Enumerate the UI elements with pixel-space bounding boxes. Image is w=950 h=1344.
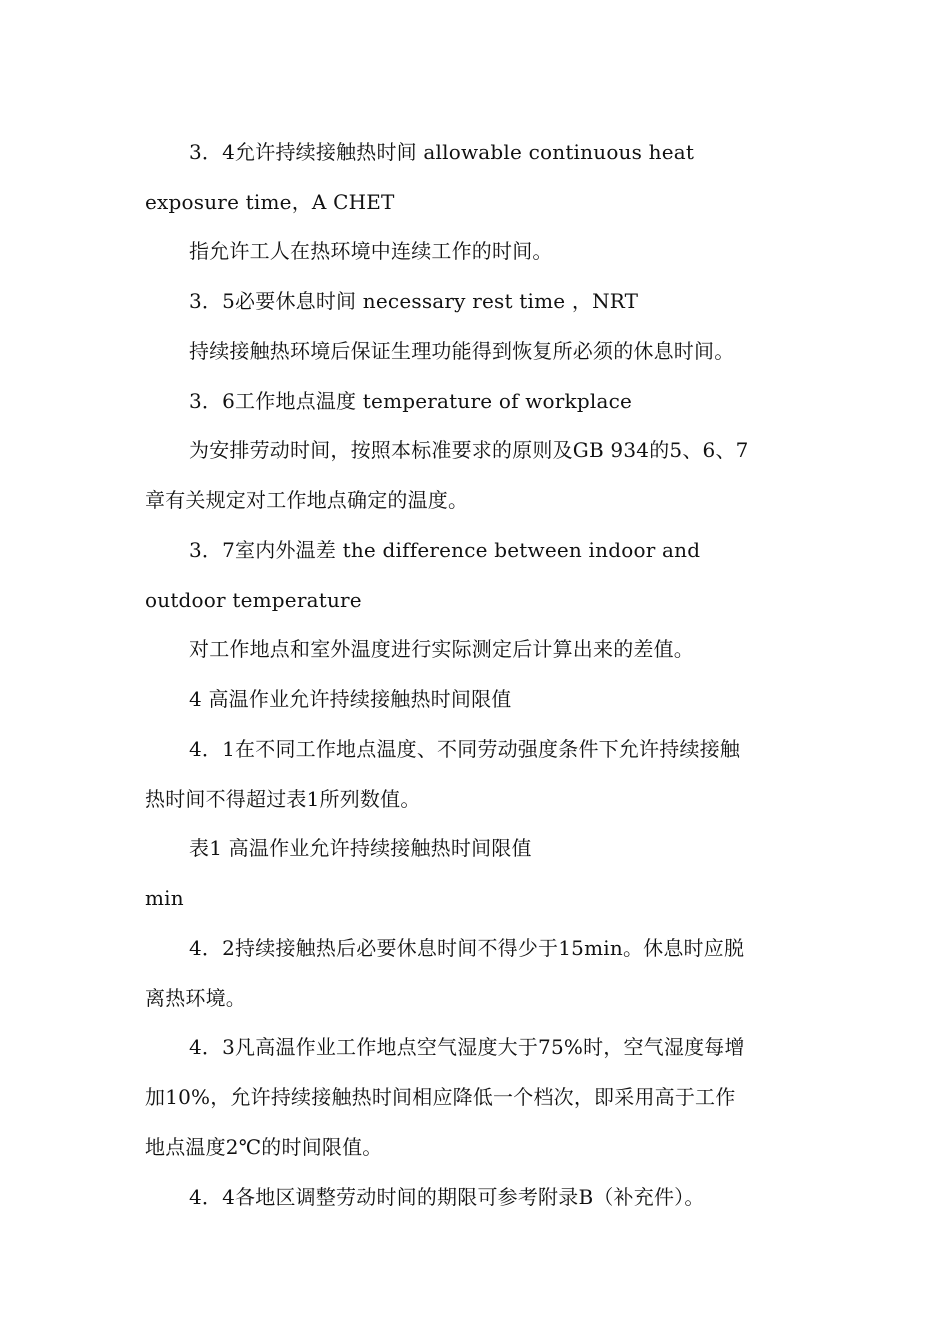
section-3-6-definition: 为安排劳动时间，按照本标准要求的原则及GB 934的5、6、7 <box>189 438 749 462</box>
section-4-3-text-cont-1: 加10%，允许持续接触热时间相应降低一个档次，即采用高于工作 <box>145 1085 736 1109</box>
section-3-6-definition-cont: 章有关规定对工作地点确定的温度。 <box>145 488 469 512</box>
section-4-3-text-cont-2: 地点温度2℃的时间限值。 <box>145 1135 383 1159</box>
section-3-5-heading: 3．5必要休息时间 necessary rest time ，NRT <box>189 289 639 313</box>
section-3-7-heading-cont: outdoor temperature <box>145 588 362 612</box>
section-4-3-text: 4．3凡高温作业工作地点空气湿度大于75%时，空气湿度每增 <box>189 1035 745 1059</box>
section-3-5-definition: 持续接触热环境后保证生理功能得到恢复所必须的休息时间。 <box>189 339 735 363</box>
section-4-2-text-cont: 离热环境。 <box>145 986 246 1010</box>
section-3-4-heading: 3．4允许持续接触热时间 allowable continuous heat <box>189 140 695 164</box>
table-1-unit: min <box>145 886 184 910</box>
section-3-7-heading: 3．7室内外温差 the difference between indoor and <box>189 538 701 562</box>
section-4-4-text: 4．4各地区调整劳动时间的期限可参考附录B（补充件）。 <box>189 1185 705 1209</box>
table-1-caption: 表1 高温作业允许持续接触热时间限值 <box>189 836 532 860</box>
section-3-7-definition: 对工作地点和室外温度进行实际测定后计算出来的差值。 <box>189 637 694 661</box>
section-3-6-heading: 3．6工作地点温度 temperature of workplace <box>189 389 633 413</box>
section-4-1-text: 4．1在不同工作地点温度、不同劳动强度条件下允许持续接触 <box>189 737 741 761</box>
section-4-heading: 4 高温作业允许持续接触热时间限值 <box>189 687 512 711</box>
section-3-4-definition: 指允许工人在热环境中连续工作的时间。 <box>189 239 553 263</box>
section-4-2-text: 4．2持续接触热后必要休息时间不得少于15min。休息时应脱 <box>189 936 745 960</box>
section-4-1-text-cont: 热时间不得超过表1所列数值。 <box>145 787 421 811</box>
section-3-4-heading-cont: exposure time，A CHET <box>145 190 395 214</box>
